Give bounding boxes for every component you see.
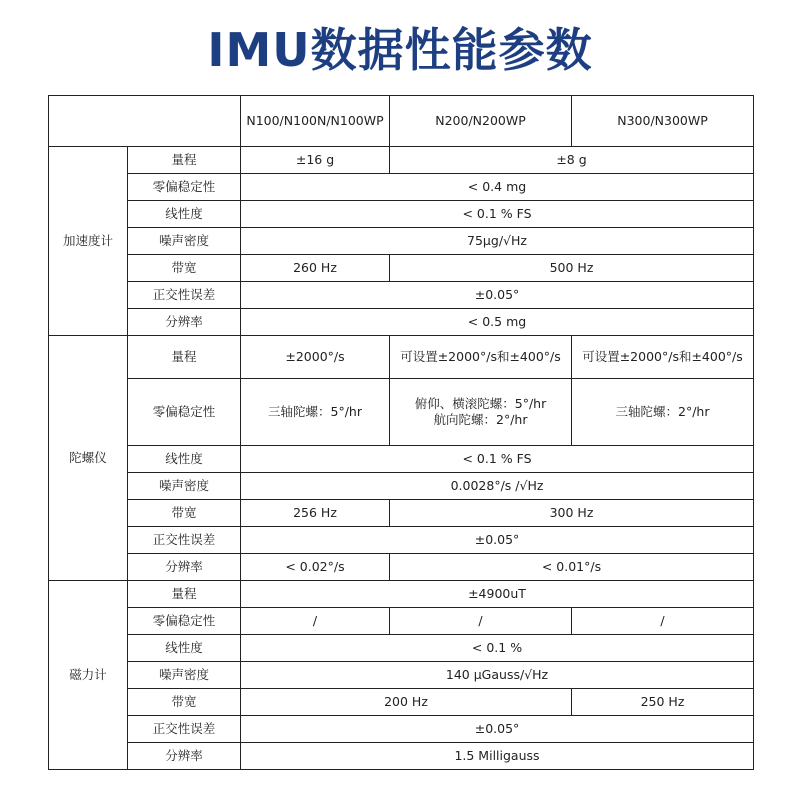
value-cell: < 0.1 % (241, 635, 754, 662)
value-cell: < 0.5 mg (241, 309, 754, 336)
value-cell: / (572, 608, 754, 635)
param-label: 噪声密度 (128, 662, 241, 689)
table-row (49, 282, 754, 309)
table-row (49, 716, 754, 743)
table-row (49, 174, 754, 201)
table-row (49, 147, 754, 174)
param-label: 零偏稳定性 (128, 379, 241, 446)
value-cell: < 0.01°/s (390, 554, 754, 581)
value-cell: / (241, 608, 390, 635)
param-label: 量程 (128, 147, 241, 174)
value-cell: 可设置±2000°/s和±400°/s (390, 336, 572, 379)
page-title: IMU数据性能参数 (207, 23, 593, 77)
value-cell: < 0.1 % FS (241, 446, 754, 473)
param-label: 噪声密度 (128, 228, 241, 255)
value-cell: 260 Hz (241, 255, 390, 282)
param-label: 噪声密度 (128, 473, 241, 500)
value-cell: ±0.05° (241, 716, 754, 743)
param-label: 零偏稳定性 (128, 174, 241, 201)
value-cell: 可设置±2000°/s和±400°/s (572, 336, 754, 379)
value-cell: 140 μGauss/√Hz (241, 662, 754, 689)
group-gyroscope: 陀螺仪 (49, 336, 128, 581)
value-line: 俯仰、横滚陀螺：5°/hr (414, 396, 547, 411)
table-row (49, 500, 754, 527)
value-cell: < 0.1 % FS (241, 201, 754, 228)
value-cell: / (390, 608, 572, 635)
group-accelerometer: 加速度计 (49, 147, 128, 336)
header-n200: N200/N200WP (390, 96, 572, 147)
header-blank-cell (49, 96, 241, 147)
value-cell: ±16 g (241, 147, 390, 174)
value-cell: 250 Hz (572, 689, 754, 716)
table-row (49, 309, 754, 336)
table-row (49, 379, 754, 446)
value-cell: < 0.02°/s (241, 554, 390, 581)
param-label: 量程 (128, 581, 241, 608)
table-row (49, 608, 754, 635)
table-row (49, 201, 754, 228)
value-cell: 0.0028°/s /√Hz (241, 473, 754, 500)
table-row (49, 446, 754, 473)
value-cell: ±0.05° (241, 282, 754, 309)
value-cell: 三轴陀螺：5°/hr (241, 379, 390, 446)
param-label: 正交性误差 (128, 282, 241, 309)
value-cell: ±2000°/s (241, 336, 390, 379)
value-cell: ±8 g (390, 147, 754, 174)
table-header-row (49, 96, 754, 147)
table-row (49, 228, 754, 255)
table-row (49, 554, 754, 581)
header-n300: N300/N300WP (572, 96, 754, 147)
value-cell: 200 Hz (241, 689, 572, 716)
table-row (49, 662, 754, 689)
param-label: 带宽 (128, 689, 241, 716)
value-cell: 三轴陀螺：2°/hr (572, 379, 754, 446)
table-row (49, 527, 754, 554)
table-row (49, 336, 754, 379)
param-label: 正交性误差 (128, 527, 241, 554)
value-cell (390, 379, 572, 446)
value-cell: 1.5 Milligauss (241, 743, 754, 770)
imu-spec-table (48, 95, 754, 770)
param-label: 线性度 (128, 201, 241, 228)
value-line: 航向陀螺：2°/hr (433, 412, 528, 427)
table-row (49, 581, 754, 608)
group-magnetometer: 磁力计 (49, 581, 128, 770)
value-cell: 500 Hz (390, 255, 754, 282)
param-label: 正交性误差 (128, 716, 241, 743)
table-row (49, 635, 754, 662)
value-cell: ±0.05° (241, 527, 754, 554)
value-cell: 300 Hz (390, 500, 754, 527)
table-row (49, 255, 754, 282)
header-n100: N100/N100N/N100WP (241, 96, 390, 147)
param-label: 线性度 (128, 446, 241, 473)
param-label: 分辨率 (128, 743, 241, 770)
value-cell: ±4900uT (241, 581, 754, 608)
param-label: 带宽 (128, 255, 241, 282)
param-label: 零偏稳定性 (128, 608, 241, 635)
table-row (49, 743, 754, 770)
value-cell: < 0.4 mg (241, 174, 754, 201)
table-row (49, 473, 754, 500)
value-cell: 256 Hz (241, 500, 390, 527)
param-label: 量程 (128, 336, 241, 379)
table-row (49, 689, 754, 716)
param-label: 线性度 (128, 635, 241, 662)
param-label: 带宽 (128, 500, 241, 527)
param-label: 分辨率 (128, 554, 241, 581)
value-cell: 75μg/√Hz (241, 228, 754, 255)
param-label: 分辨率 (128, 309, 241, 336)
